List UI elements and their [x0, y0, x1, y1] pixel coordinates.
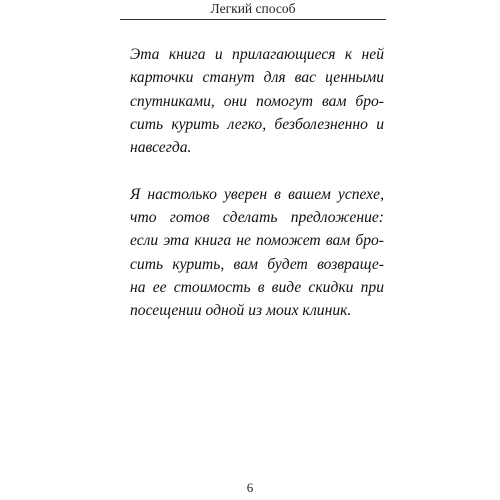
- paragraph-1: [130, 43, 384, 159]
- text-line: что готов сделать предложение:: [130, 209, 384, 227]
- text-line: сить курить, вам будет возвраще-: [130, 255, 384, 273]
- paragraph-2: [130, 183, 384, 323]
- text-line: карточки станут для вас ценными: [130, 69, 384, 87]
- body-text: [130, 43, 384, 323]
- text-line: Эта книга и прилагающиеся к ней: [130, 46, 384, 63]
- text-line: спутниками, они помогут вам бро-: [130, 92, 384, 110]
- text-line: на ее стоимость в виде скидки при: [130, 278, 384, 296]
- text-line: посещении одной из моих клиник.: [130, 302, 352, 320]
- text-line: Я настолько уверен в вашем успехе,: [130, 185, 384, 203]
- text-line: если эта книга не поможет вам бро-: [130, 232, 384, 250]
- header-rule: [120, 19, 386, 20]
- text-line: сить курить легко, безболезненно и: [130, 115, 384, 133]
- running-header: Легкий способ: [210, 1, 296, 16]
- page-number: 6: [246, 480, 254, 495]
- text-line: навсегда.: [130, 139, 192, 157]
